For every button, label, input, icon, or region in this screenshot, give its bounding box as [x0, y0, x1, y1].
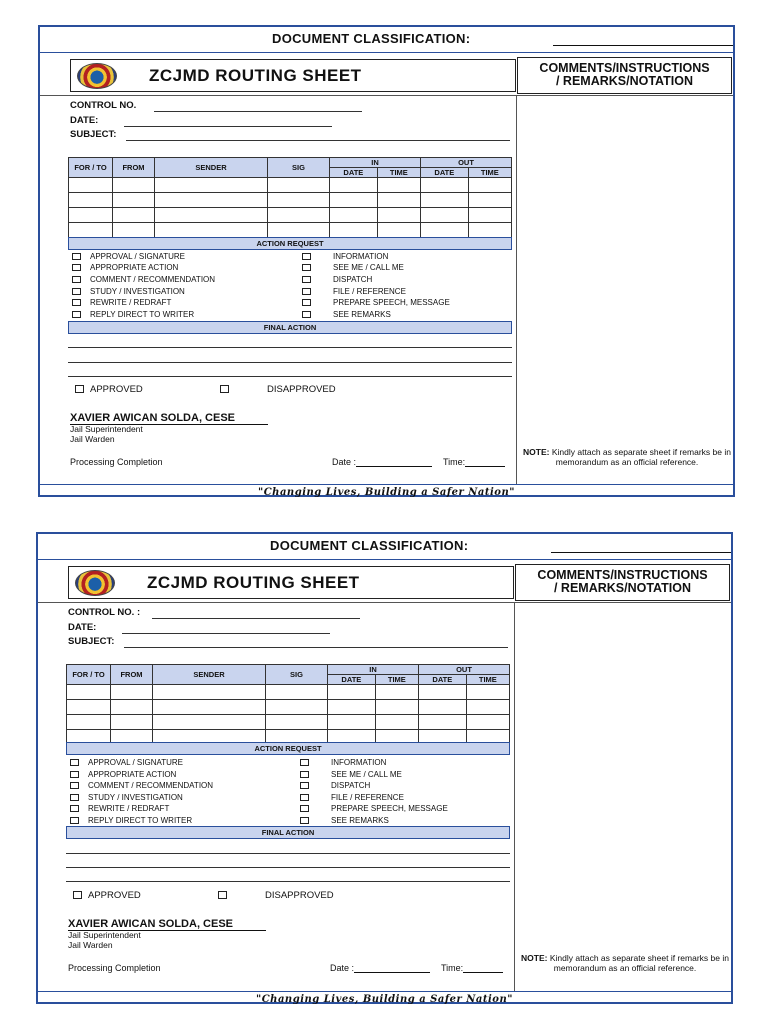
checkbox-icon: [70, 817, 79, 824]
signer-title-2: Jail Warden: [68, 940, 113, 950]
note-label: NOTE:: [523, 447, 550, 457]
checkbox-see-me[interactable]: SEE ME / CALL ME: [300, 769, 402, 780]
control-no-line[interactable]: [154, 111, 362, 112]
time-blank[interactable]: [463, 963, 503, 973]
bjmp-seal-logo: [77, 63, 117, 89]
document-classification-row: [40, 27, 733, 53]
approved-option[interactable]: APPROVED: [73, 890, 141, 901]
col-out-date: DATE: [418, 675, 466, 685]
subject-field: [68, 636, 114, 647]
note: [520, 953, 730, 973]
checkbox-icon: [300, 782, 309, 789]
col-out: OUT: [420, 158, 511, 168]
col-out: OUT: [418, 665, 509, 675]
note-label: NOTE:: [521, 953, 548, 963]
checkbox-icon: [72, 264, 81, 271]
final-action-header: FINAL ACTION: [66, 826, 510, 839]
checkbox-reply-direct[interactable]: REPLY DIRECT TO WRITER: [72, 309, 194, 320]
checkbox-icon: [302, 276, 311, 283]
checkbox-icon: [302, 299, 311, 306]
approved-option[interactable]: APPROVED: [75, 384, 143, 395]
checkbox-icon: [220, 385, 229, 393]
checkbox-icon: [72, 288, 81, 295]
signer-title-1: Jail Superintendent: [68, 930, 141, 940]
checkbox-see-remarks[interactable]: SEE REMARKS: [302, 309, 391, 320]
col-for-to: FOR / TO: [67, 665, 111, 685]
col-out-time: TIME: [466, 675, 509, 685]
checkbox-comment-recommendation[interactable]: COMMENT / RECOMMENDATION: [70, 780, 213, 791]
col-out-time: TIME: [468, 168, 511, 178]
document-classification-field[interactable]: [553, 45, 733, 46]
col-for-to: FOR / TO: [69, 158, 113, 178]
document-classification-label: DOCUMENT CLASSIFICATION:: [272, 31, 471, 46]
checkbox-reply-direct[interactable]: REPLY DIRECT TO WRITER: [70, 815, 192, 826]
checkbox-icon: [72, 276, 81, 283]
signer-name: XAVIER AWICAN SOLDA, CESE: [70, 412, 268, 425]
checkbox-icon: [302, 288, 311, 295]
completion-date-field[interactable]: Date :: [330, 963, 430, 973]
table-row[interactable]: [67, 685, 510, 700]
remarks-header-line2: / REMARKS/NOTATION: [553, 581, 692, 595]
remarks-header: [515, 564, 730, 601]
final-action-line[interactable]: [68, 347, 512, 348]
date-field: [70, 115, 98, 126]
checkbox-icon: [72, 253, 81, 260]
completion-date-field[interactable]: Date :: [332, 457, 432, 467]
control-no-field: [70, 100, 136, 111]
checkbox-comment-recommendation[interactable]: COMMENT / RECOMMENDATION: [72, 274, 215, 285]
table-row[interactable]: [69, 193, 512, 208]
checkbox-icon: [300, 771, 309, 778]
checkbox-icon: [72, 299, 81, 306]
col-sig: SIG: [268, 158, 330, 178]
control-no-line[interactable]: [152, 618, 360, 619]
col-sender: SENDER: [153, 665, 266, 685]
routing-sheet-1: [38, 25, 735, 497]
processing-completion-label: Processing Completion: [70, 457, 163, 467]
document-classification-label: DOCUMENT CLASSIFICATION:: [270, 538, 469, 553]
table-row[interactable]: [69, 208, 512, 223]
remarks-header-line1: COMMENTS/INSTRUCTIONS: [539, 61, 710, 75]
checkbox-appropriate-action[interactable]: APPROPRIATE ACTION: [70, 769, 176, 780]
final-action-line[interactable]: [66, 881, 510, 882]
checkbox-icon: [70, 805, 79, 812]
subject-line[interactable]: [126, 140, 510, 141]
checkbox-icon: [300, 805, 309, 812]
routing-sheet-2: [36, 532, 733, 1004]
col-from: FROM: [111, 665, 153, 685]
signer-title-2: Jail Warden: [70, 434, 115, 444]
completion-time-field[interactable]: Time:: [443, 457, 505, 467]
divider: [38, 602, 731, 603]
checkbox-icon: [70, 794, 79, 801]
checkbox-dispatch[interactable]: DISPATCH: [300, 780, 370, 791]
checkbox-rewrite-redraft[interactable]: REWRITE / REDRAFT: [70, 803, 169, 814]
col-sender: SENDER: [155, 158, 268, 178]
checkbox-prepare-speech[interactable]: PREPARE SPEECH, MESSAGE: [300, 803, 448, 814]
date-blank[interactable]: [356, 457, 432, 467]
document-classification-row: [38, 534, 731, 560]
checkbox-prepare-speech[interactable]: PREPARE SPEECH, MESSAGE: [302, 297, 450, 308]
date-field: [68, 622, 96, 633]
disapproved-option[interactable]: DISAPPROVED: [220, 384, 336, 395]
final-action-header: FINAL ACTION: [68, 321, 512, 334]
subject-label: SUBJECT:: [70, 129, 117, 140]
motto: "Changing Lives, Building a Safer Nation": [256, 994, 513, 1005]
col-in-date: DATE: [328, 675, 376, 685]
bjmp-seal-logo: [75, 570, 115, 596]
motto: "Changing Lives, Building a Safer Nation": [258, 487, 515, 498]
checkbox-icon: [300, 794, 309, 801]
time-blank[interactable]: [465, 457, 505, 467]
remarks-column-divider: [514, 602, 515, 991]
checkbox-icon: [70, 771, 79, 778]
disapproved-option[interactable]: DISAPPROVED: [218, 890, 334, 901]
checkbox-icon: [70, 782, 79, 789]
table-row[interactable]: [67, 700, 510, 715]
control-no-field: [68, 607, 140, 618]
signer-name: XAVIER AWICAN SOLDA, CESE: [68, 918, 266, 931]
divider: [38, 991, 731, 992]
final-action-line[interactable]: [66, 853, 510, 854]
note-text: Kindly attach as separate sheet if remarks be in memorandum as an official reference.: [549, 953, 729, 973]
col-in: IN: [328, 665, 419, 675]
final-action-line[interactable]: [68, 376, 512, 377]
form-title: ZCJMD ROUTING SHEET: [147, 573, 360, 592]
checkbox-icon: [73, 891, 82, 899]
col-out-date: DATE: [420, 168, 468, 178]
date-line[interactable]: [124, 126, 332, 127]
date-blank[interactable]: [354, 963, 430, 973]
remarks-header-line1: COMMENTS/INSTRUCTIONS: [537, 568, 708, 582]
table-row[interactable]: [69, 178, 512, 193]
date-label: DATE:: [70, 115, 99, 126]
checkbox-icon: [302, 264, 311, 271]
checkbox-dispatch[interactable]: DISPATCH: [302, 274, 372, 285]
checkbox-information[interactable]: INFORMATION: [300, 757, 386, 768]
subject-field: [70, 129, 116, 140]
table-row[interactable]: [69, 223, 512, 238]
divider: [40, 95, 733, 96]
checkbox-see-me[interactable]: SEE ME / CALL ME: [302, 262, 404, 273]
checkbox-icon: [75, 385, 84, 393]
note-text: Kindly attach as separate sheet if remarks be in memorandum as an official reference.: [551, 447, 731, 467]
col-sig: SIG: [266, 665, 328, 685]
checkbox-study-investigation[interactable]: STUDY / INVESTIGATION: [72, 286, 185, 297]
checkbox-see-remarks[interactable]: SEE REMARKS: [300, 815, 389, 826]
title-box: [68, 566, 514, 599]
checkbox-icon: [300, 817, 309, 824]
signer-title-1: Jail Superintendent: [70, 424, 143, 434]
subject-label: SUBJECT:: [68, 636, 115, 647]
checkbox-icon: [300, 759, 309, 766]
routing-table: [68, 157, 512, 238]
checkbox-icon: [302, 311, 311, 318]
final-action-line[interactable]: [66, 867, 510, 868]
checkbox-icon: [302, 253, 311, 260]
note: [522, 447, 732, 467]
checkbox-icon: [218, 891, 227, 899]
checkbox-information[interactable]: INFORMATION: [302, 251, 388, 262]
remarks-column-divider: [516, 95, 517, 484]
col-in-time: TIME: [375, 675, 418, 685]
checkbox-approval-signature[interactable]: APPROVAL / SIGNATURE: [70, 757, 183, 768]
checkbox-study-investigation[interactable]: STUDY / INVESTIGATION: [70, 792, 183, 803]
action-request-header: ACTION REQUEST: [66, 742, 510, 755]
remarks-header: [517, 57, 732, 94]
checkbox-file-reference[interactable]: FILE / REFERENCE: [302, 286, 406, 297]
document-classification-field[interactable]: [551, 552, 731, 553]
routing-table: [66, 664, 510, 745]
col-in: IN: [330, 158, 421, 168]
action-request-header: ACTION REQUEST: [68, 237, 512, 250]
completion-time-field[interactable]: Time:: [441, 963, 503, 973]
checkbox-icon: [72, 311, 81, 318]
control-no-label: CONTROL NO. :: [68, 607, 141, 618]
col-in-date: DATE: [330, 168, 378, 178]
col-from: FROM: [113, 158, 155, 178]
checkbox-approval-signature[interactable]: APPROVAL / SIGNATURE: [72, 251, 185, 262]
remarks-header-line2: / REMARKS/NOTATION: [555, 74, 694, 88]
final-action-line[interactable]: [68, 362, 512, 363]
divider: [40, 484, 733, 485]
table-row[interactable]: [67, 715, 510, 730]
control-no-label: CONTROL NO.: [70, 100, 137, 111]
subject-line[interactable]: [124, 647, 508, 648]
title-box: [70, 59, 516, 92]
col-in-time: TIME: [377, 168, 420, 178]
date-line[interactable]: [122, 633, 330, 634]
checkbox-file-reference[interactable]: FILE / REFERENCE: [300, 792, 404, 803]
processing-completion-label: Processing Completion: [68, 963, 161, 973]
checkbox-appropriate-action[interactable]: APPROPRIATE ACTION: [72, 262, 178, 273]
form-title: ZCJMD ROUTING SHEET: [149, 66, 362, 85]
checkbox-rewrite-redraft[interactable]: REWRITE / REDRAFT: [72, 297, 171, 308]
checkbox-icon: [70, 759, 79, 766]
date-label: DATE:: [68, 622, 97, 633]
